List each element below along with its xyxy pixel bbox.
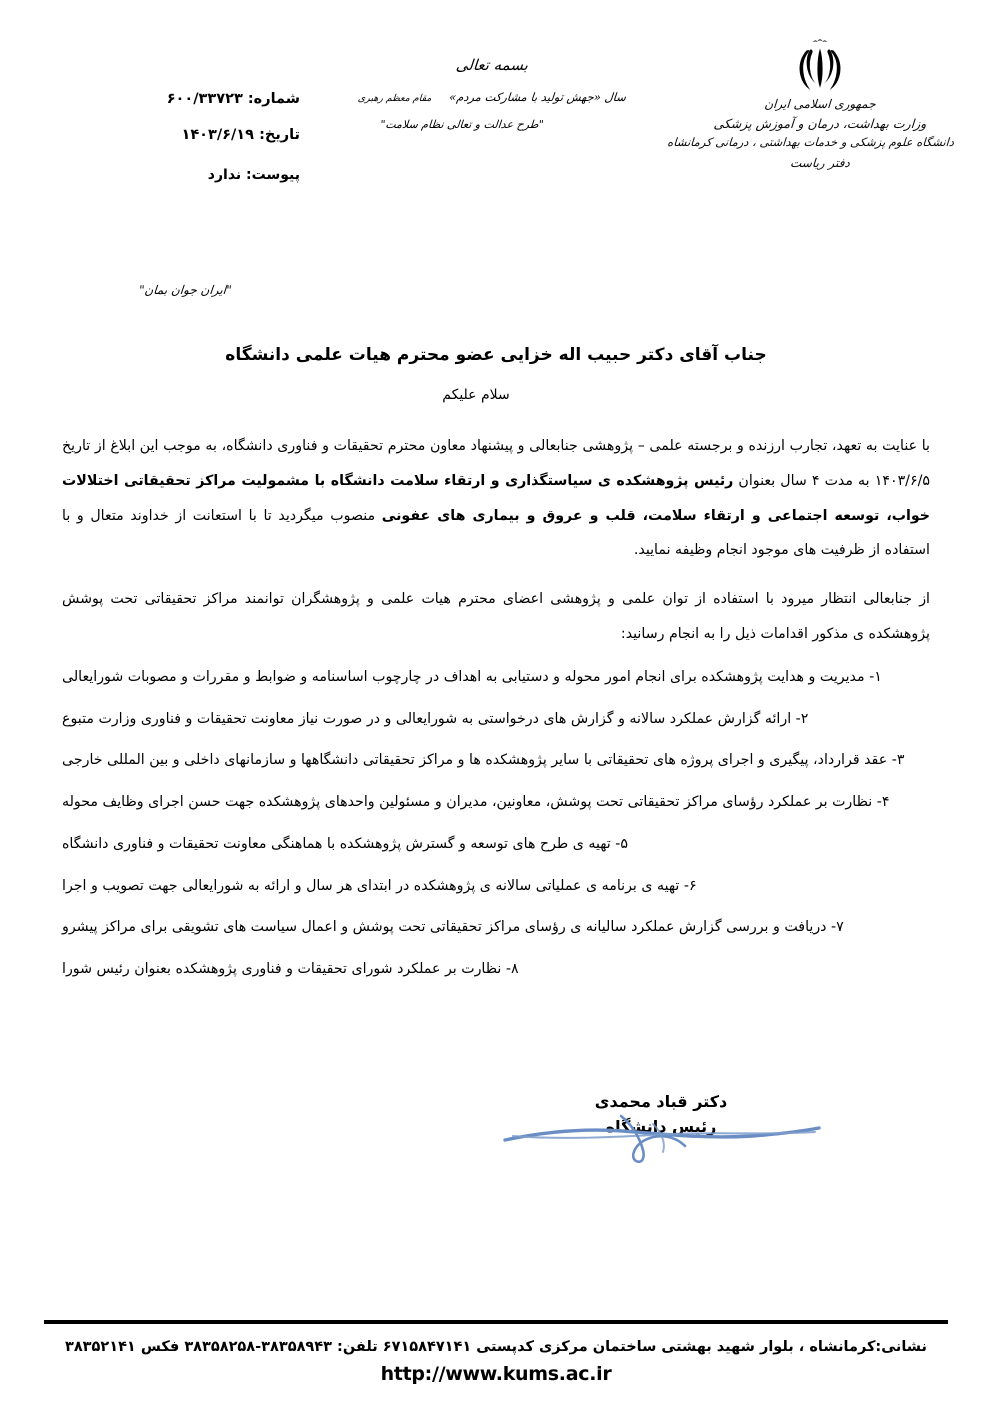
list-item: [62, 833, 930, 856]
letterhead-country: جمهوری اسلامی ایران: [763, 97, 877, 111]
paragraph-1-part-1: با عنایت به تعهد، تجارب ارزنده و برجسته علمی – پژوهشی جنابعالی و پیشنهاد معاون محترم تحقیقات و فناوری دانشگاه، به موجب این ابلاغ از تاریخ ۱۴۰۳/۶/۵ به مدت ۴ سال بعنوان: [62, 438, 930, 489]
body-paragraph-1: [62, 429, 930, 568]
duty-item-6: ۶- تهیه ی برنامه ی عملیاتی سالانه ی پژوهشکده در ابتدای هر سال و ارائه به شورایعالی جهت تصویب و اجرا: [62, 877, 697, 894]
health-slogan: "طرح عدالت و تعالی نظام سلامت": [379, 118, 545, 131]
footer-divider: [44, 1320, 948, 1324]
year-slogan: سال «جهش تولید با مشارکت مردم»: [448, 90, 627, 104]
footer-website-url[interactable]: http://www.kums.ac.ir: [380, 1363, 612, 1385]
list-item: [62, 958, 930, 981]
letterhead-ministry: وزارت بهداشت، درمان و آموزش پزشکی: [713, 115, 927, 131]
iran-slogan-quote: "ایران جوان بمان": [138, 283, 233, 297]
letter-date: تاریخ: ۱۴۰۳/۶/۱۹: [181, 126, 300, 143]
addressee-line: جناب آقای دکتر حبیب اله خزایی عضو محترم هیات علمی دانشگاه: [225, 345, 767, 365]
leader-attribution: مقام معظم رهبری: [357, 93, 432, 104]
center-header: [322, 56, 662, 131]
duty-item-7: ۷- دریافت و بررسی گزارش عملکرد سالیانه ی رؤسای مراکز تحقیقاتی تحت پوشش و اعمال سیاست های تشویقی برای مراکز پیشرو: [62, 919, 844, 936]
list-item: [62, 875, 930, 898]
list-item: [62, 666, 930, 689]
letter-attachment: پیوست: ندارد: [207, 166, 300, 183]
signatory-title: رئیس دانشگاه: [605, 1117, 717, 1136]
duty-item-4: ۴- نظارت بر عملکرد رؤسای مراکز تحقیقاتی تحت پوشش، معاونین، مدیران و مسئولین واحدهای پژوهشکده جهت حسن اجرای وظایف محوله: [62, 794, 890, 811]
list-item: [62, 791, 930, 814]
duty-item-3: ۳- عقد قرارداد، پیگیری و اجرای پروژه های تحقیقاتی با سایر پژوهشکده ها و مراکز تحقیقاتی دانشگاهها و سازمانهای داخلی و بین المللی خارجی: [62, 752, 905, 769]
list-item: [62, 916, 930, 939]
iran-national-emblem-icon: [794, 38, 846, 94]
list-item: [62, 749, 930, 772]
letter-footer: [44, 1320, 948, 1385]
paragraph-1-appointment-bold: رئیس پژوهشکده ی سیاستگذاری و ارتقاء سلامت دانشگاه با مشمولیت مراکز تحقیقاتی اختلالات خواب، توسعه اجتماعی و ارتقاء سلامت، قلب و عروق و بیماری های عفونی: [62, 472, 930, 524]
duties-list: [62, 666, 930, 981]
paragraph-1-part-2: منصوب میگردید تا با استعانت از خداوند متعال و با استفاده از ظرفیت های موجود انجام وظیفه نمایید.: [62, 507, 930, 559]
footer-address: نشانی:کرمانشاه ، بلوار شهید بهشتی ساختمان مرکزی کدپستی ۶۷۱۵۸۴۷۱۴۱ تلفن: ۳۸۳۵۸۹۴۳-۳۸۳۵۸۲۵۸ فکس ۳۸۳۵۲۱۴۱: [64, 1338, 927, 1355]
duty-item-5: ۵- تهیه ی طرح های توسعه و گسترش پژوهشکده با هماهنگی معاونت تحقیقات و فناوری دانشگاه: [62, 835, 628, 852]
duty-item-2: ۲- ارائه گزارش عملکرد سالانه و گزارش های درخواستی به شورایعالی و در صورت نیاز معاونت تحقیقات و فناوری وزارت متبوع: [62, 710, 809, 727]
signatory-name: دکتر قباد محمدی: [594, 1092, 728, 1111]
letterhead-office: دفتر ریاست: [789, 155, 851, 170]
list-item: [62, 708, 930, 731]
besmeh-taala: بسمه تعالی: [455, 56, 529, 74]
letter-number: شماره: ۶۰۰/۳۳۷۲۳: [166, 91, 300, 107]
letter-body: [62, 345, 930, 1000]
duty-item-8: ۸- نظارت بر عملکرد شورای تحقیقات و فناوری پژوهشکده بعنوان رئیس شورا: [62, 961, 519, 977]
body-paragraph-2: از جنابعالی انتظار میرود با استفاده از توان علمی و پژوهشی اعضای محترم هیات علمی و پژوهشگران توانمند مراکز تحقیقاتی تحت پوشش پژوهشکده ی مذکور اقدامات ذیل را به انجام رسانید:: [62, 591, 930, 643]
letterhead-university: دانشگاه علوم پزشکی و خدمات بهداشتی ، درمانی کرمانشاه: [666, 134, 955, 149]
signature-block: [0, 1090, 992, 1140]
year-slogan-row: [321, 90, 662, 104]
letter-header: [0, 0, 992, 240]
signature-wrapper: [595, 1090, 727, 1140]
letter-meta: [0, 92, 300, 203]
greeting-line: سلام علیکم: [442, 387, 510, 403]
letterhead: [666, 38, 955, 175]
duty-item-1: ۱- مدیریت و هدایت پژوهشکده برای انجام امور محوله و دستیابی به اهداف در چارچوب اساسنامه و ضوابط و مقررات و مصوبات شورایعالی: [62, 668, 882, 685]
